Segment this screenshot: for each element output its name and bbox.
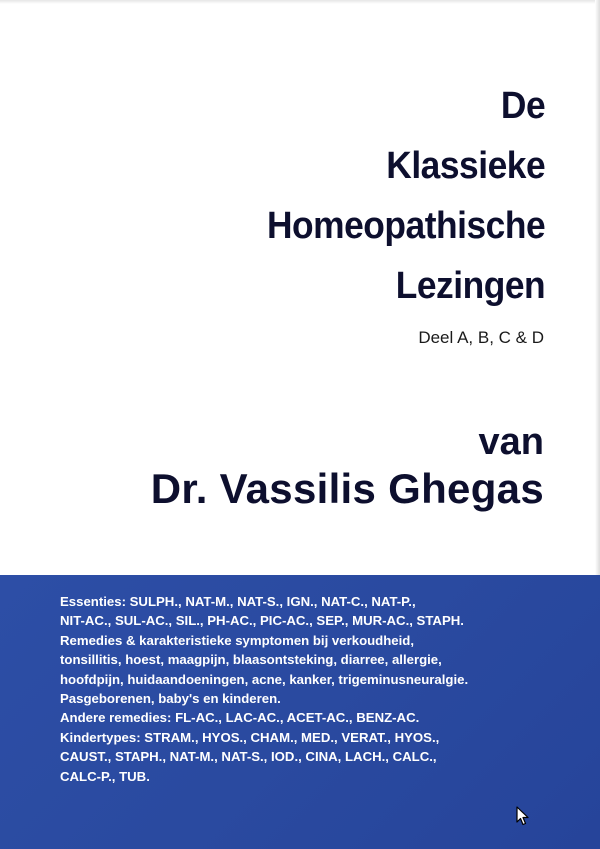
blurb-line: Essenties: SULPH., NAT-M., NAT-S., IGN., NAT-C., NAT-P., [60,594,416,609]
scan-edge-right [595,0,600,575]
book-subtitle: Deel A, B, C & D [418,328,544,347]
blurb-line: tonsillitis, hoest, maagpijn, blaasontsteking, diarree, allergie, [60,652,442,668]
blurb-line: Pasgeborenen, baby's en kinderen. [60,691,281,707]
blurb-line: Andere remedies: FL-AC., LAC-AC., ACET-AC., BENZ-AC. [60,710,420,726]
blurb-line: CALC-P., TUB. [60,768,150,784]
blurb-line: Remedies & karakteristieke symptomen bij verkoudheid, [60,632,415,648]
blurb-line: NIT-AC., SUL-AC., SIL., PH-AC., PIC-AC., SEP., MUR-AC., STAPH. [60,613,464,629]
title-line-4: Lezingen [395,265,545,307]
title-line-1: De [500,85,545,127]
blurb-line: hoofdpijn, huidaandoeningen, acne, kanker, trigeminusneuralgie. [60,671,469,687]
title-line-2: Klassieke [386,145,545,187]
author-name: Dr. Vassilis Ghegas [150,465,544,512]
by-label: van [478,421,544,463]
mouse-pointer-icon [516,806,530,826]
blurb-line: CAUST., STAPH., NAT-M., NAT-S., IOD., CINA, LACH., CALC., [60,749,437,765]
blurb-text [60,592,590,786]
blurb-line: Kindertypes: STRAM., HYOS., CHAM., MED., VERAT., HYOS., [60,729,440,745]
scan-edge-top [0,0,600,4]
book-title [246,76,545,316]
title-line-3: Homeopathische [266,205,545,247]
